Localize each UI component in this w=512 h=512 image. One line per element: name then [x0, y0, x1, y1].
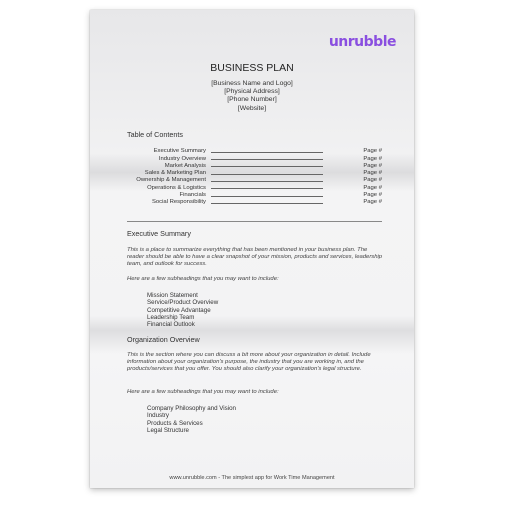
organization-overview-body: This is the section where you can discuss a bit more about your organization in detail. Include information about your organization's purpose, the industry that you are working in, and the products/services that you offer. You should also clarify your organization's legal structure.: [127, 352, 371, 373]
list-item: Industry: [147, 412, 170, 420]
toc-item-page: Page #: [363, 170, 382, 177]
toc-item-label: Ownership & Management: [136, 177, 206, 184]
toc-item-label: Social Responsibility: [151, 199, 206, 206]
website-placeholder: [Website]: [237, 104, 267, 112]
toc-item-page: Page #: [363, 155, 382, 162]
executive-summary-list: [147, 292, 218, 328]
toc-row: [120, 154, 382, 161]
toc-item-page: Page #: [363, 162, 382, 169]
toc-item-label: Industry Overview: [158, 155, 206, 162]
list-item: Leadership Team: [147, 313, 195, 321]
toc-row: [120, 198, 382, 205]
toc-row: [120, 176, 382, 183]
toc-leader-line: [211, 174, 323, 175]
section-divider: [127, 221, 382, 222]
toc-leader-line: [211, 203, 323, 204]
toc-row: [120, 183, 382, 190]
phone-number-placeholder: [Phone Number]: [227, 96, 277, 104]
list-item: Service/Product Overview: [147, 299, 219, 307]
organization-overview-heading: Organization Overview: [127, 335, 200, 344]
toc-item-label: Operations & Logistics: [147, 184, 206, 191]
toc-item-page: Page #: [363, 184, 382, 191]
list-item: Company Philosophy and Vision: [147, 405, 236, 412]
toc-leader-line: [211, 181, 323, 182]
list-item: Financial Outlook: [147, 321, 195, 329]
toc-item-page: Page #: [363, 177, 382, 184]
physical-address-placeholder: [Physical Address]: [224, 88, 280, 96]
toc-leader-line: [211, 166, 323, 167]
toc-item-page: Page #: [363, 192, 382, 199]
executive-summary-intro: Here are a few subheadings that you may want to include:: [127, 276, 279, 282]
toc-item-page: Page #: [363, 148, 382, 155]
table-of-contents: [120, 147, 382, 205]
list-item: Mission Statement: [147, 292, 198, 299]
toc-leader-line: [211, 159, 323, 160]
toc-item-page: Page #: [363, 199, 382, 206]
toc-heading: Table of Contents: [127, 130, 183, 139]
executive-summary-body: This is a place to summarize everything that has been mentioned in your business plan. The reader should be able to have a clear snapshot of your mission, products and services, leadership team, and outlook for success.: [127, 247, 383, 268]
toc-item-label: Sales & Marketing Plan: [144, 170, 206, 177]
executive-summary-heading: Executive Summary: [127, 229, 191, 238]
toc-leader-line: [211, 188, 323, 189]
brand-logo: unrubble: [328, 34, 396, 50]
organization-overview-list: [147, 405, 236, 434]
list-item: Competitive Advantage: [147, 306, 211, 314]
document-title: BUSINESS PLAN: [210, 62, 294, 74]
business-name-placeholder: [Business Name and Logo]: [211, 80, 293, 87]
toc-item-label: Executive Summary: [153, 148, 206, 155]
list-item: Products & Services: [147, 419, 203, 427]
document-page: [90, 10, 414, 488]
list-item: Legal Structure: [147, 426, 189, 434]
toc-item-label: Financials: [179, 192, 206, 199]
toc-row: [120, 191, 382, 198]
toc-item-label: Market Analysis: [164, 162, 206, 169]
business-info-block: [90, 80, 414, 113]
toc-leader-line: [211, 196, 323, 197]
toc-row: [120, 162, 382, 169]
organization-overview-intro: Here are a few subheadings that you may want to include:: [127, 389, 279, 395]
toc-leader-line: [211, 152, 323, 153]
toc-row: [120, 147, 382, 154]
page-footer: www.unrubble.com - The simplest app for Work Time Management: [169, 475, 335, 481]
toc-row: [120, 169, 382, 176]
